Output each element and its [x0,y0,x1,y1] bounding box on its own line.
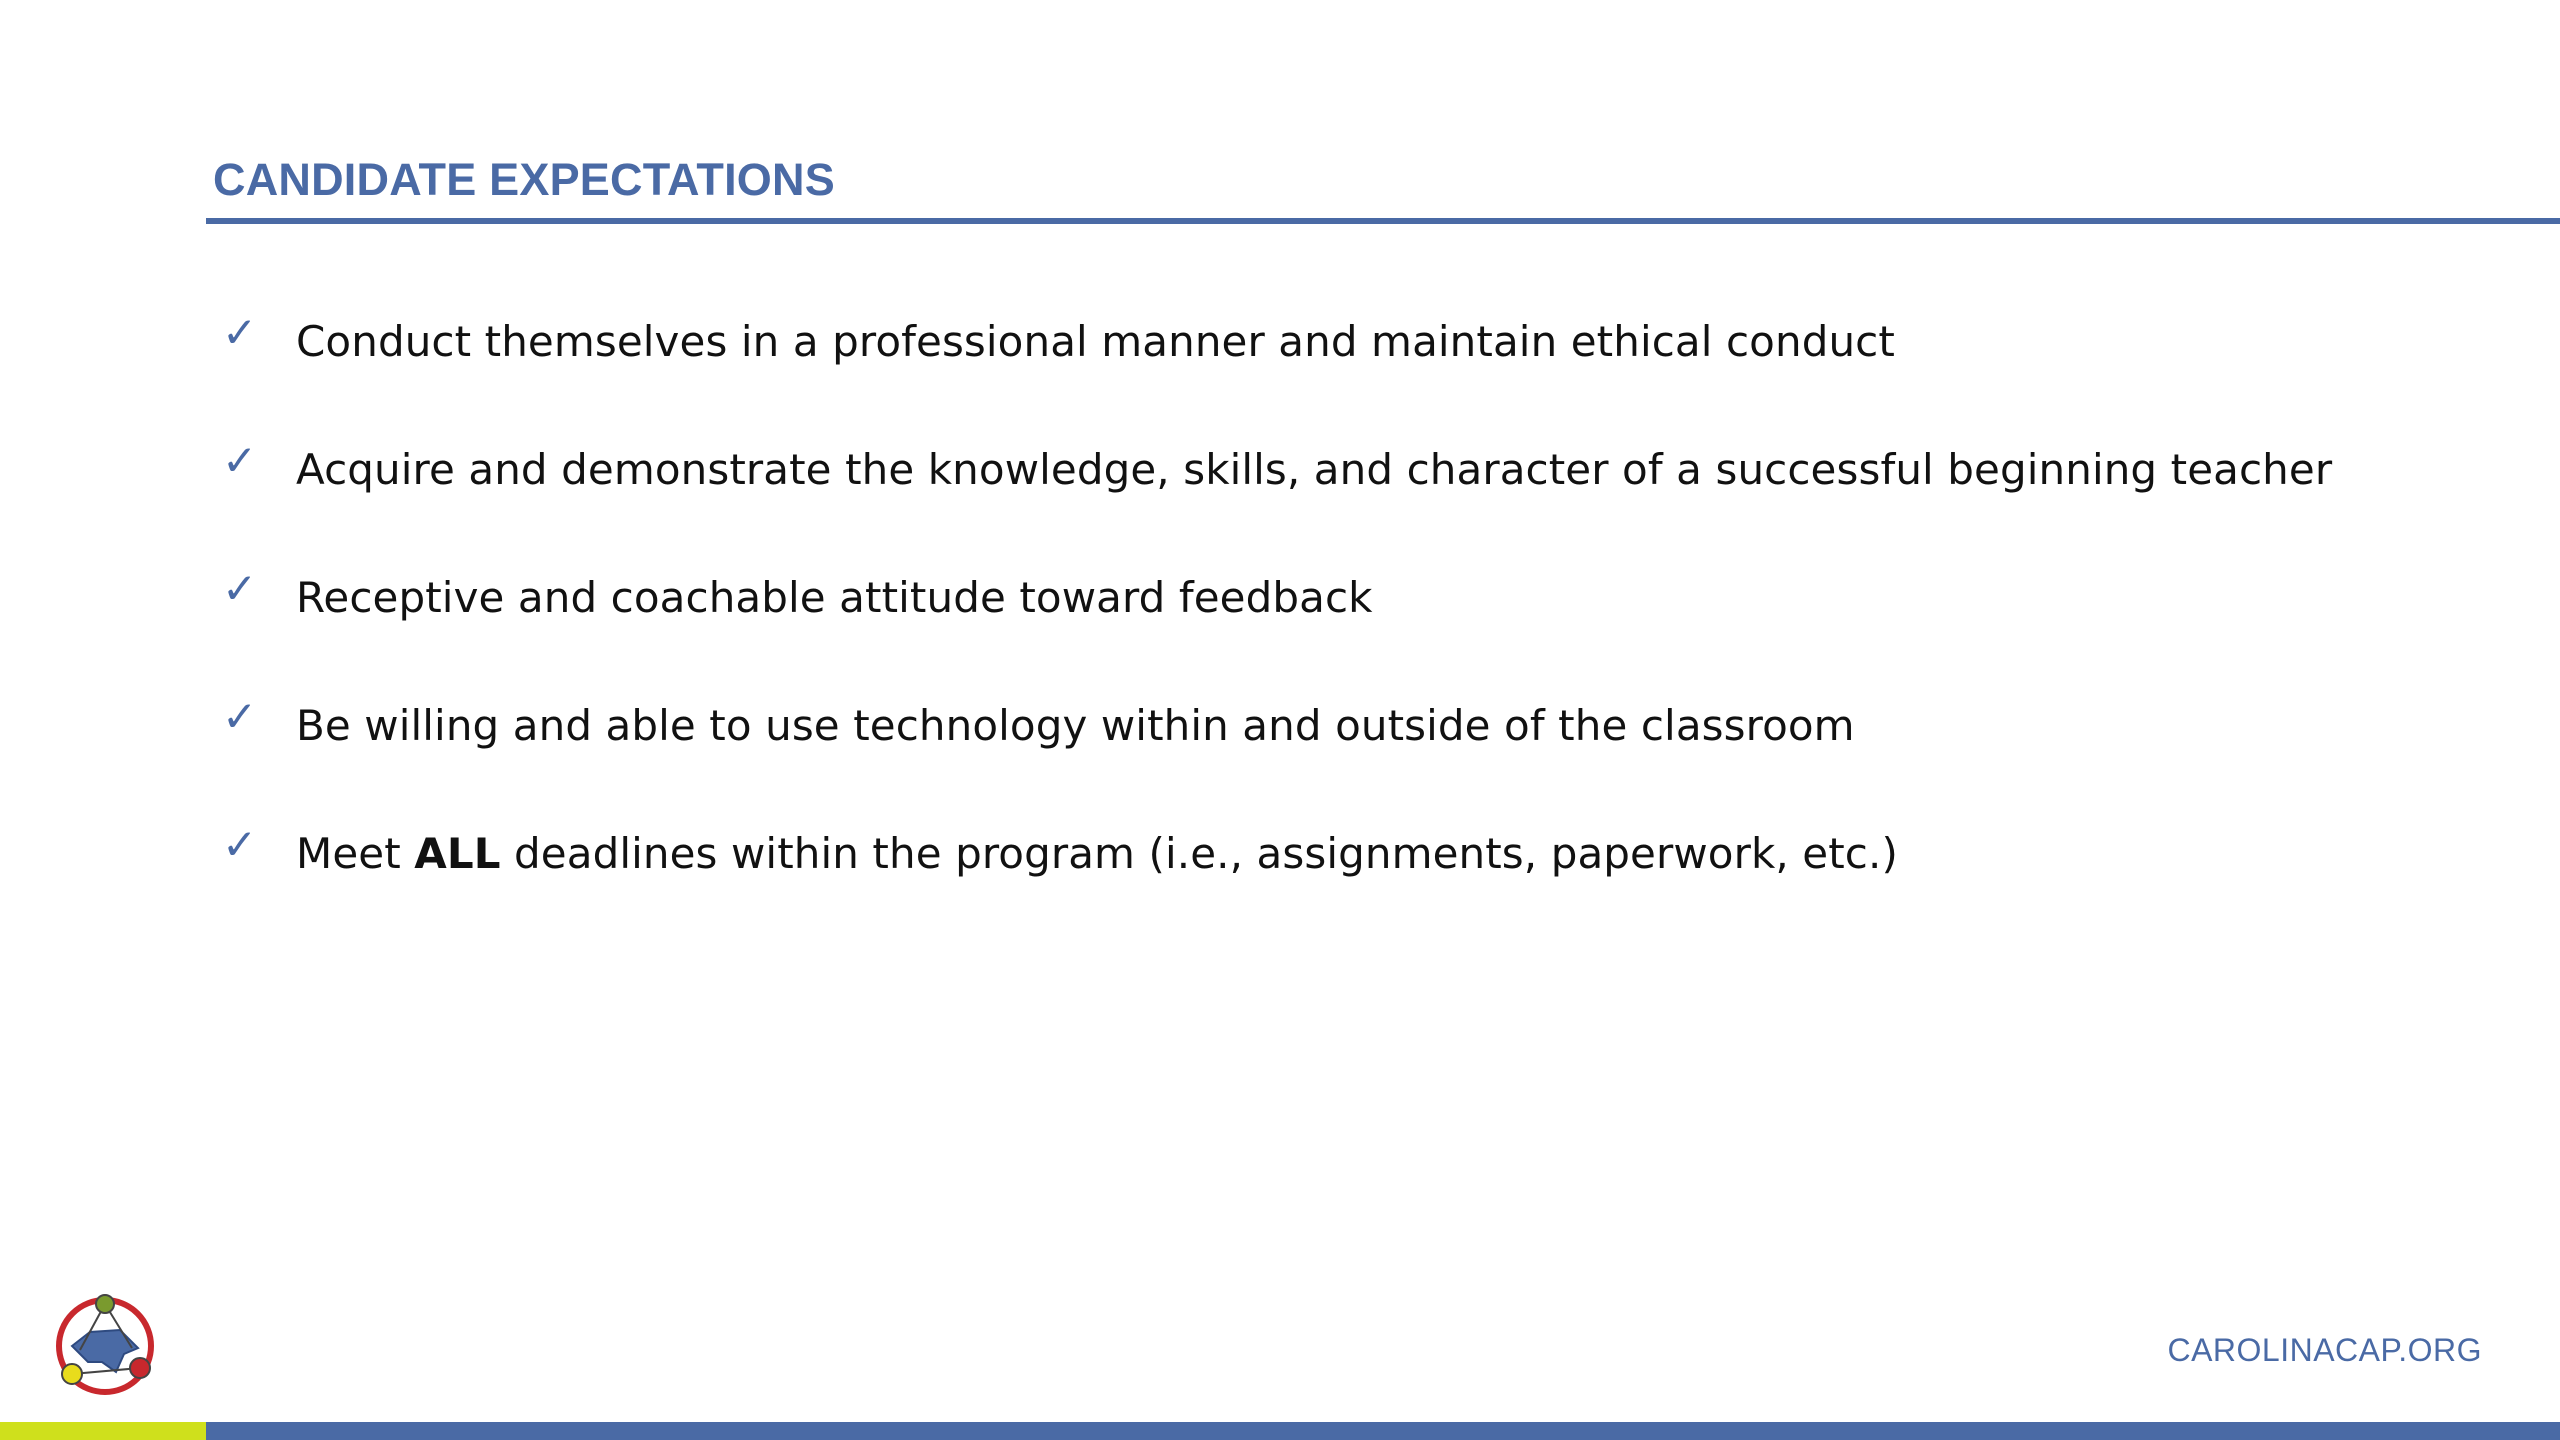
list-item-text-prefix: Meet [296,829,415,878]
list-item-text-emphasis: ALL [414,829,501,878]
list-item-text [296,820,1898,888]
list-item-text: Conduct themselves in a professional manner and maintain ethical conduct [296,317,1895,366]
checkmark-icon: ✓ [222,692,258,741]
footer-color-bar [0,1422,2560,1440]
carolina-cap-logo-graphic [50,1290,160,1400]
list-item [222,564,2472,692]
list-item [222,820,2472,948]
footer-bar-green-segment [0,1422,206,1440]
list-item-text: Be willing and able to use technology within and outside of the classroom [296,701,1855,750]
footer-bar-blue-segment [206,1422,2560,1440]
logo-dot-left [62,1364,82,1384]
title-underline-divider [206,218,2560,224]
footer-website-link[interactable]: CAROLINACAP.ORG [2167,1332,2482,1368]
carolina-cap-logo-icon [50,1290,160,1400]
logo-dot-top [96,1295,114,1313]
slide-title: CANDIDATE EXPECTATIONS [213,154,835,205]
list-item [222,692,2472,820]
checkmark-icon: ✓ [222,820,258,869]
checkmark-icon: ✓ [222,436,258,485]
list-item [222,308,2472,436]
checkmark-icon: ✓ [222,308,258,357]
list-item-text: Receptive and coachable attitude toward feedback [296,573,1373,622]
checkmark-icon: ✓ [222,564,258,613]
list-item [222,436,2472,564]
list-item-text-suffix: deadlines within the program (i.e., assignments, paperwork, etc.) [500,829,1898,878]
expectations-list [222,308,2472,948]
list-item-text: Acquire and demonstrate the knowledge, skills, and character of a successful beginning teacher [296,445,2333,494]
logo-dot-right [130,1358,150,1378]
